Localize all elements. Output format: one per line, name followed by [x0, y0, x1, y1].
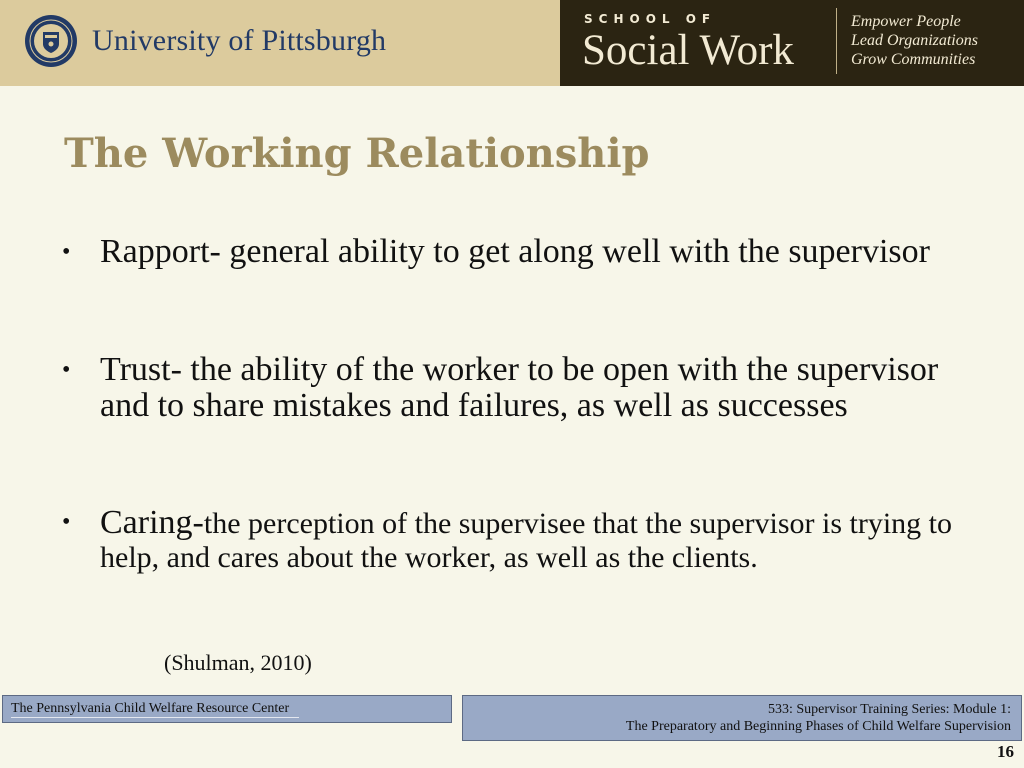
- citation: (Shulman, 2010): [164, 650, 312, 675]
- school-label: SCHOOL OF: [584, 12, 717, 26]
- footer-organization: [2, 695, 452, 723]
- motto-line: Grow Communities: [851, 51, 976, 68]
- university-name: University of Pittsburgh: [92, 24, 387, 57]
- motto-line: Empower People: [851, 13, 961, 30]
- school-motto: [851, 12, 978, 69]
- bullet-dot: •: [62, 357, 71, 383]
- footer-course: [462, 695, 1022, 741]
- footer-course-line1: 533: Supervisor Training Series: Module 1:: [767, 702, 1011, 717]
- bullet-dot: •: [62, 239, 71, 265]
- header-divider: [836, 8, 837, 74]
- bullet-text: Rapport- general ability to get along well with the supervisor: [100, 233, 930, 270]
- university-seal-icon: [24, 14, 78, 68]
- bullet-rapport: [62, 233, 960, 270]
- motto-line: Lead Organizations: [851, 32, 978, 49]
- page-number: 16: [997, 742, 1014, 761]
- bullet-dot: •: [62, 509, 71, 535]
- bullet-caring: [62, 504, 960, 574]
- footer-course-line2: The Preparatory and Beginning Phases of Child Welfare Supervision: [625, 719, 1011, 734]
- bullet-lead: Caring-: [100, 504, 204, 541]
- footer-organization-text: The Pennsylvania Child Welfare Resource Center: [11, 701, 299, 718]
- bullet-trust: [62, 351, 960, 424]
- slide-title: The Working Relationship: [64, 130, 650, 177]
- bullet-text: the perception of the supervisee that the supervisor is trying to help, and cares about the worker, as well as the clients.: [100, 507, 952, 574]
- school-title: Social Work: [582, 27, 794, 74]
- bullet-text: Trust- the ability of the worker to be open with the supervisor and to share mistakes and failures, as well as successes: [100, 351, 939, 424]
